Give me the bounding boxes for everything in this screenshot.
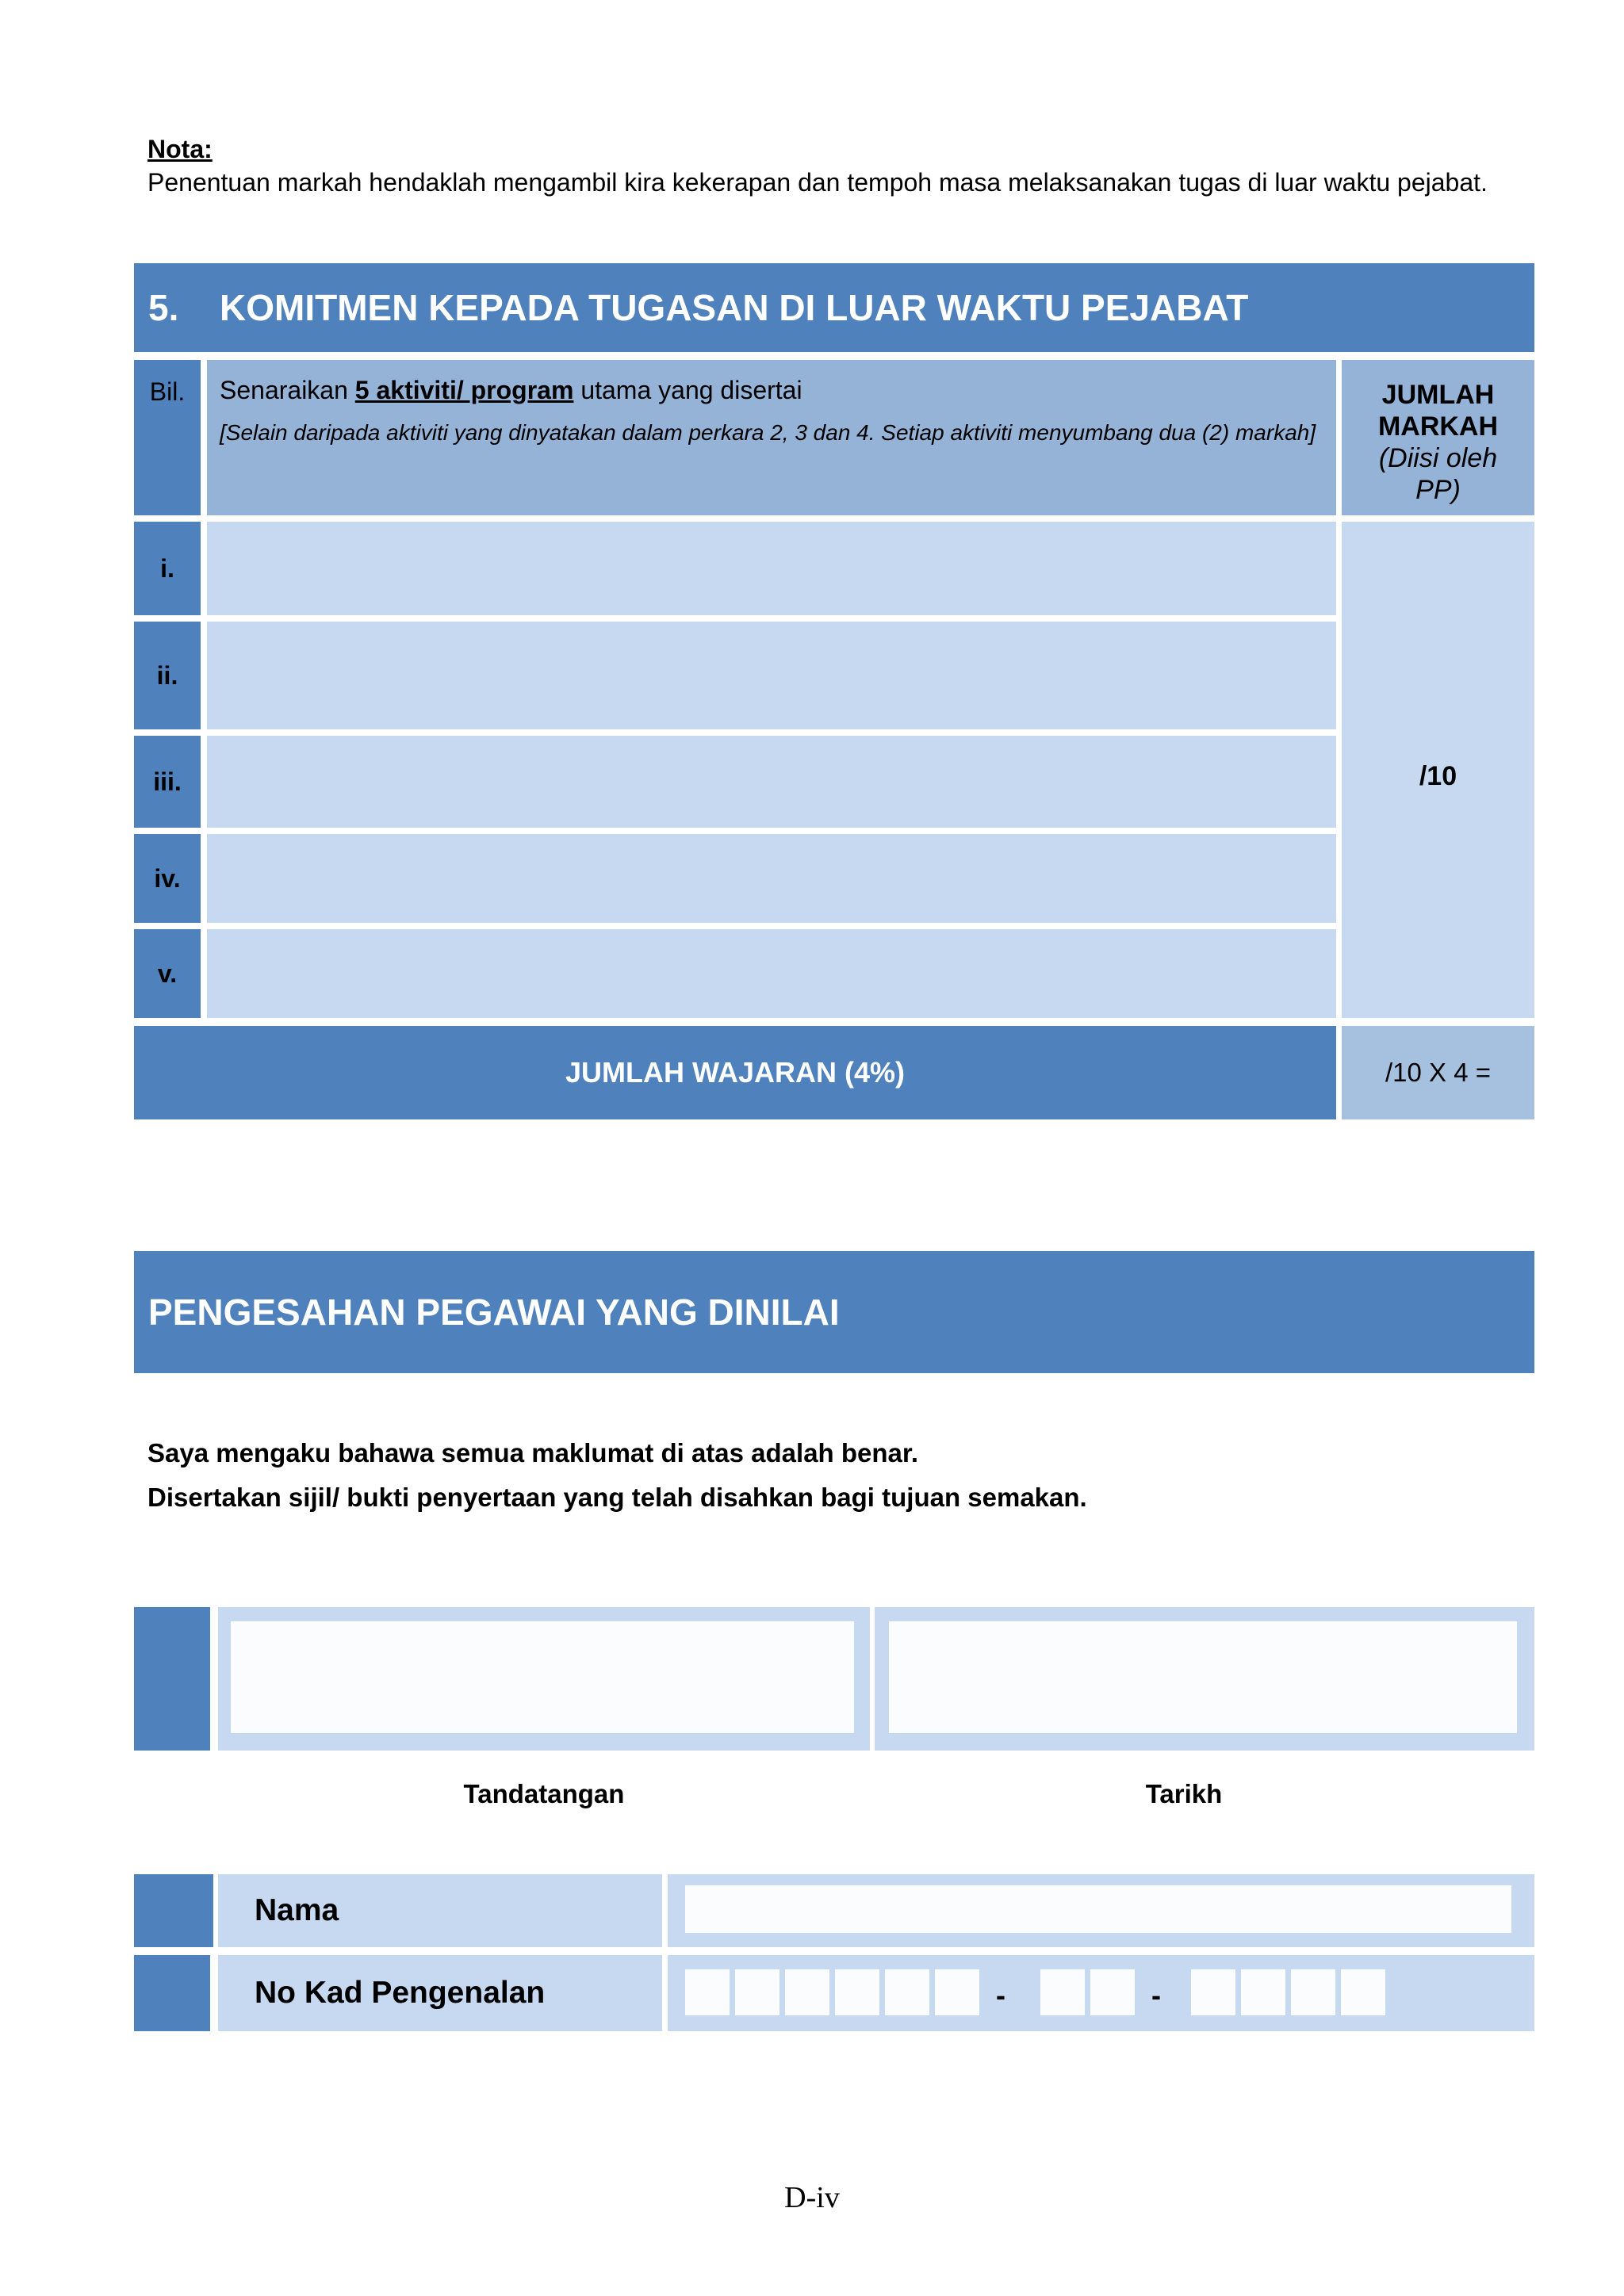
ic-digit-box[interactable] (835, 1969, 879, 2015)
row-label-2: ii. (134, 622, 201, 729)
activity-input-3[interactable] (207, 736, 1336, 828)
name-row-marker (134, 1874, 213, 1947)
section5-header (134, 263, 1534, 352)
name-label: Nama (218, 1874, 662, 1947)
marks-total: /10 (1342, 522, 1534, 1018)
row-label-5: v. (134, 929, 201, 1018)
page-number: D-iv (784, 2181, 840, 2214)
signature-label: Tandatangan (463, 1779, 625, 1808)
row-label-4: iv. (134, 834, 201, 923)
ic-separator-2: - (1151, 1979, 1161, 2011)
ic-separator-1: - (996, 1979, 1005, 2011)
activity-input-5[interactable] (207, 929, 1336, 1018)
activity-input-1[interactable] (207, 522, 1336, 615)
signature-field[interactable] (231, 1621, 854, 1733)
signature-row-marker (134, 1607, 210, 1751)
date-label: Tarikh (1145, 1779, 1223, 1808)
signature-cell (218, 1607, 870, 1751)
ic-digit-box[interactable] (1291, 1969, 1335, 2015)
weighted-total-label: JUMLAH WAJARAN (4%) (134, 1026, 1336, 1119)
nota-title: Nota: (147, 135, 213, 163)
activity-note: [Selain daripada aktiviti yang dinyatakan dalam perkara 2, 3 dan 4. Setiap aktiviti menyumbang dua (2) markah] (220, 420, 1316, 445)
date-field[interactable] (889, 1621, 1517, 1733)
ic-digit-box[interactable] (735, 1969, 779, 2015)
verification-header (134, 1251, 1534, 1373)
section5-number: 5. (148, 287, 179, 328)
ic-digit-box[interactable] (785, 1969, 829, 2015)
declaration-line-1: Saya mengaku bahawa semua maklumat di atas adalah benar. (147, 1438, 919, 1468)
activity-input-4[interactable] (207, 834, 1336, 923)
row-label-3: iii. (134, 736, 201, 828)
section5-title: KOMITMEN KEPADA TUGASAN DI LUAR WAKTU PEJABAT (220, 287, 1249, 328)
activity-header (207, 360, 1336, 515)
activity-instruction: Senaraikan 5 aktiviti/ program utama yang disertai (220, 376, 802, 404)
ic-digit-box[interactable] (1191, 1969, 1235, 2015)
ic-digit-box[interactable] (1341, 1969, 1385, 2015)
declaration-line-2: Disertakan sijil/ bukti penyertaan yang telah disahkan bagi tujuan semakan. (147, 1483, 1087, 1512)
weighted-total-value: /10 X 4 = (1342, 1026, 1534, 1119)
ic-digit-box[interactable] (885, 1969, 929, 2015)
row-label-1: i. (134, 522, 201, 615)
ic-cell (668, 1955, 1534, 2031)
ic-digit-box[interactable] (685, 1969, 730, 2015)
ic-digit-box[interactable] (1090, 1969, 1135, 2015)
ic-digit-box[interactable] (1241, 1969, 1285, 2015)
ic-digit-box[interactable] (935, 1969, 979, 2015)
ic-row-marker (134, 1955, 210, 2031)
marks-header: JUMLAH MARKAH (Diisi oleh PP) (1342, 360, 1534, 515)
ic-label: No Kad Pengenalan (218, 1955, 662, 2031)
name-cell (668, 1874, 1534, 1947)
date-cell (875, 1607, 1534, 1751)
name-field[interactable] (685, 1885, 1511, 1933)
activity-input-2[interactable] (207, 622, 1336, 729)
ic-digit-box[interactable] (1040, 1969, 1085, 2015)
bil-header: Bil. (134, 360, 201, 515)
verification-title: PENGESAHAN PEGAWAI YANG DINILAI (148, 1292, 840, 1333)
nota-body: Penentuan markah hendaklah mengambil kira kekerapan dan tempoh masa melaksanakan tugas di luar waktu pejabat. (147, 168, 1488, 197)
